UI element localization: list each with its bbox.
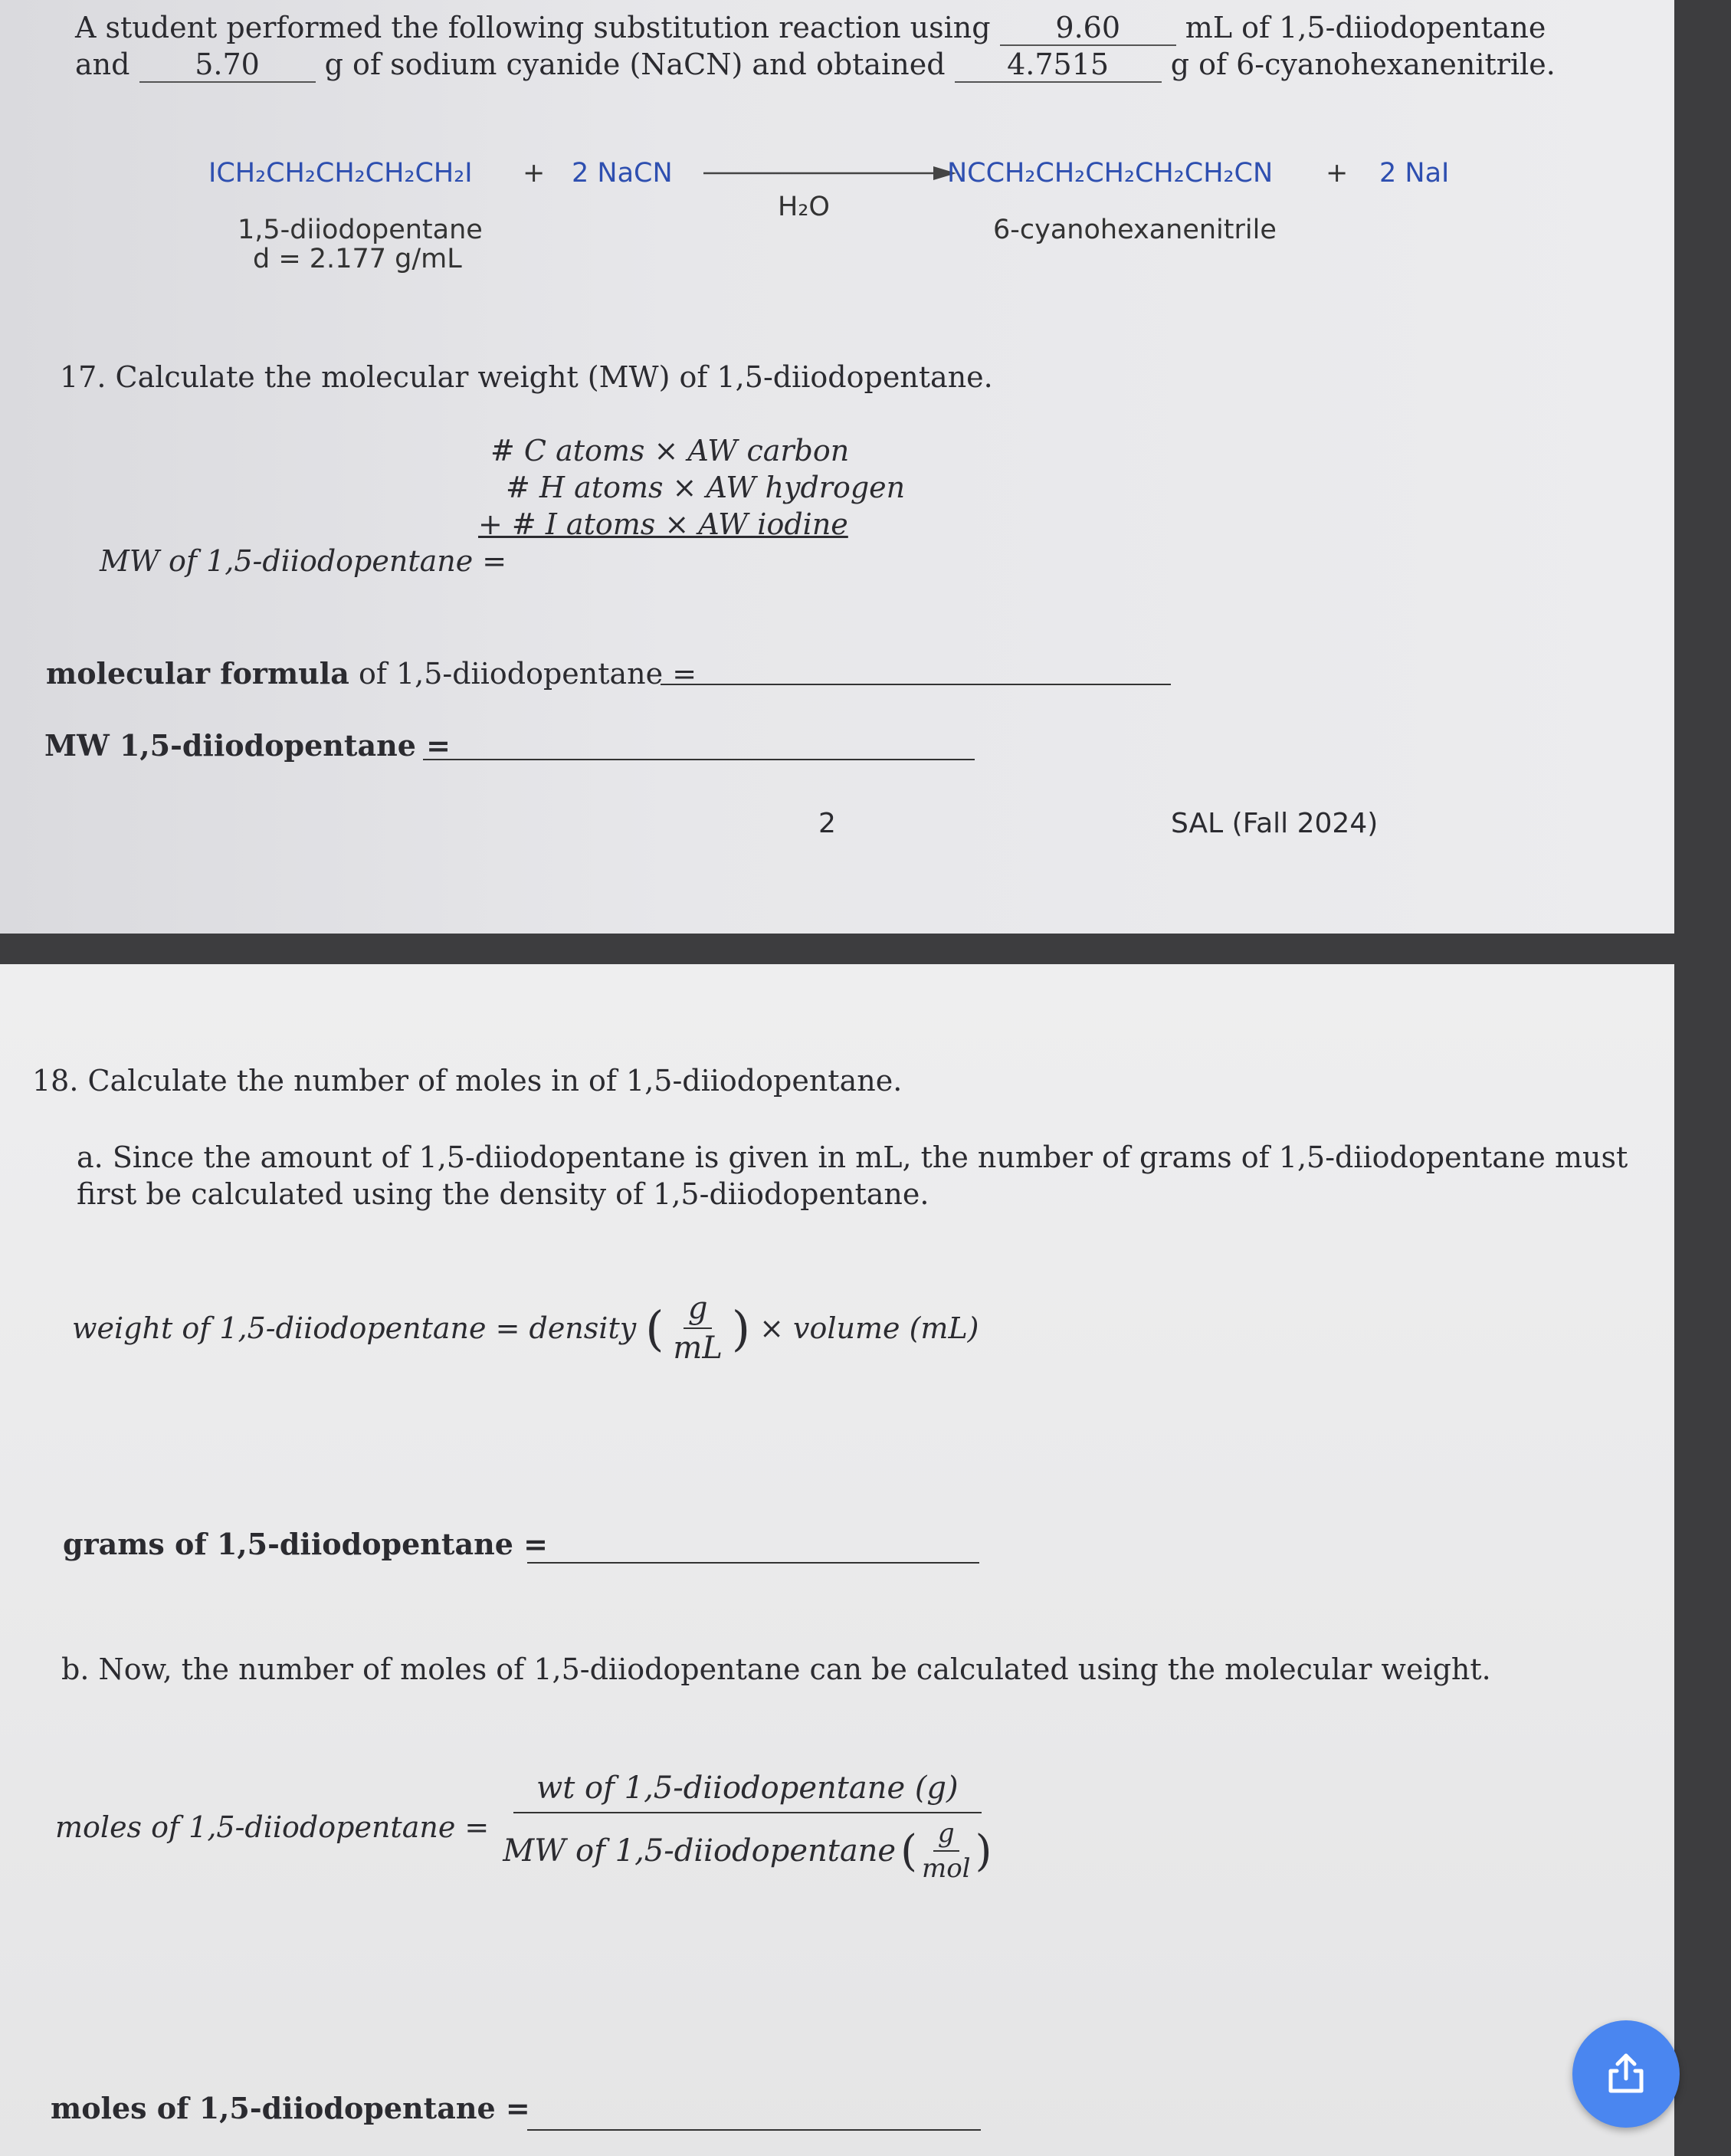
moles-equation — [55, 1770, 992, 1884]
moles-denominator-text: MW of 1,5-diiodopentane — [503, 1833, 897, 1869]
molecular-formula-label-rest: of 1,5-diiodopentane = — [349, 657, 697, 691]
nacn-blank — [139, 48, 316, 83]
footer-course-label: SAL (Fall 2024) — [1171, 808, 1379, 839]
part-a-line-2: first be calculated using the density of 1,5-diiodopentane. — [77, 1177, 929, 1211]
weight-equation: weight of 1,5-diiodopentane = density ( $\frac{g}{mL}$ ) × volume (mL) — [72, 1291, 979, 1366]
intro-text-2b: g of sodium cyanide (NaCN) and obtained — [324, 48, 946, 81]
volume-blank — [1000, 11, 1176, 46]
product-name: 6-cyanohexanenitrile — [993, 215, 1277, 245]
weight-equation-right: × volume (mL) — [759, 1311, 979, 1345]
share-upload-button[interactable] — [1572, 2020, 1680, 2128]
part-b-text: b. Now, the number of moles of 1,5-diiodopentane can be calculated using the molecular weight. — [61, 1652, 1491, 1686]
moles-answer-line[interactable] — [527, 2129, 981, 2131]
solvent-label: H₂O — [778, 192, 830, 222]
weight-equation-left: weight of 1,5-diiodopentane = density — [72, 1311, 637, 1345]
reactant-density: d = 2.177 g/mL — [253, 244, 462, 274]
question-17-title: 17. Calculate the molecular weight (MW) of 1,5-diiodopentane. — [60, 360, 993, 394]
intro-text-2c: g of 6-cyanohexanenitrile. — [1170, 48, 1556, 81]
reagent-formula: 2 NaCN — [572, 158, 673, 189]
molecular-formula-answer-line[interactable] — [661, 684, 1171, 685]
plus-sign-1: + — [523, 158, 546, 189]
intro-text-1a: A student performed the following substitution reaction using — [75, 11, 991, 44]
intro-line-1 — [75, 11, 1546, 46]
molar-mass-unit-numerator: g — [933, 1818, 959, 1852]
product-blank — [955, 48, 1162, 83]
intro-text-1b: mL of 1,5-diiodopentane — [1185, 11, 1546, 44]
carbon-term: # C atoms × AW carbon — [490, 434, 850, 468]
product-value: 4.7515 — [1007, 48, 1110, 81]
moles-fraction — [503, 1770, 992, 1884]
mw-equation-label: MW of 1,5-diiodopentane = — [100, 544, 507, 578]
page-number: 2 — [818, 808, 836, 839]
grams-answer-label: grams of 1,5-diiodopentane = — [63, 1527, 548, 1561]
grams-answer-line[interactable] — [527, 1562, 979, 1564]
worksheet-page-3 — [0, 964, 1674, 2156]
molar-mass-unit-fraction — [922, 1818, 971, 1884]
plus-sign-2: + — [1326, 158, 1349, 189]
moles-fraction-numerator: wt of 1,5-diiodopentane (g) — [513, 1770, 982, 1813]
byproduct-formula: 2 NaI — [1379, 158, 1450, 189]
moles-fraction-denominator: MW of 1,5-diiodopentane ( $\frac{g}{\text{mol}}$ ) — [503, 1818, 992, 1884]
intro-text-2a: and — [75, 48, 130, 81]
molecular-formula-label — [46, 656, 697, 691]
part-a-line-1: a. Since the amount of 1,5-diiodopentane is given in mL, the number of grams of 1,5-diiodopentane must — [77, 1140, 1628, 1174]
worksheet-page-2 — [0, 0, 1674, 934]
product-formula: NCCH₂CH₂CH₂CH₂CH₂CN — [947, 158, 1274, 189]
density-unit-denominator: mL — [673, 1331, 723, 1366]
hydrogen-term: # H atoms × AW hydrogen — [506, 471, 906, 504]
reaction-arrow — [703, 162, 956, 184]
share-upload-icon — [1602, 2049, 1651, 2099]
volume-value: 9.60 — [1055, 11, 1120, 44]
reactant-formula: ICH₂CH₂CH₂CH₂CH₂I — [208, 158, 473, 189]
moles-equation-left: moles of 1,5-diiodopentane = — [55, 1810, 490, 1844]
iodine-term: + # I atoms × AW iodine — [478, 507, 848, 541]
density-unit-fraction — [673, 1291, 723, 1366]
molecular-formula-label-bold: molecular formula — [46, 656, 349, 691]
mw-answer-line[interactable] — [423, 759, 975, 760]
molar-mass-unit-denominator: mol — [921, 1853, 971, 1884]
question-18-title: 18. Calculate the number of moles in of 1,5-diiodopentane. — [32, 1064, 903, 1098]
density-unit-numerator: g — [684, 1291, 713, 1329]
intro-line-2 — [75, 48, 1556, 83]
moles-answer-label: moles of 1,5-diiodopentane = — [51, 2091, 530, 2125]
nacn-value: 5.70 — [195, 48, 260, 81]
mw-answer-label: MW 1,5-diiodopentane = — [44, 728, 451, 763]
reactant-name: 1,5-diiodopentane — [238, 215, 483, 245]
